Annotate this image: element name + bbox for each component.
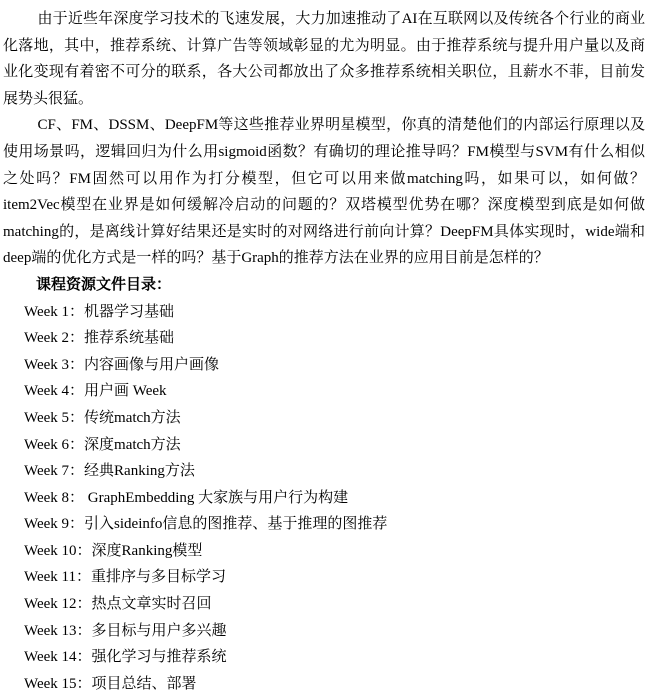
- week-label: Week 2：: [24, 330, 85, 347]
- week-label: Week 9：: [24, 516, 85, 533]
- week-title: 推荐系统基础: [84, 330, 175, 347]
- week-label: Week 6：: [24, 436, 85, 453]
- week-title: 强化学习与推荐系统: [91, 649, 227, 666]
- week-label: Week 8：: [24, 489, 85, 506]
- week-label: Week 3：: [24, 356, 85, 373]
- week-label: Week 10：: [24, 542, 92, 559]
- week-item-4: [3, 378, 645, 405]
- week-item-3: [3, 352, 645, 379]
- week-item-8: [3, 485, 645, 512]
- week-item-14: [3, 644, 645, 671]
- week-item-15: [3, 671, 645, 697]
- week-label: Week 11：: [24, 569, 91, 586]
- week-label: Week 7：: [24, 463, 85, 480]
- week-title: 深度match方法: [84, 436, 181, 453]
- week-title: 多目标与用户多兴趣: [91, 622, 227, 639]
- week-label: Week 12：: [24, 596, 92, 613]
- week-title: 热点文章实时召回: [91, 596, 212, 613]
- week-title: 用户画 Week: [84, 383, 167, 400]
- week-title: 内容画像与用户画像: [84, 356, 220, 373]
- week-title: 机器学习基础: [84, 303, 175, 320]
- week-item-9: [3, 511, 645, 538]
- week-title: 深度Ranking模型: [91, 542, 203, 559]
- week-item-2: [3, 325, 645, 352]
- week-item-6: [3, 432, 645, 459]
- week-title: 项目总结、部署: [91, 675, 197, 692]
- week-label: Week 13：: [24, 622, 92, 639]
- week-item-13: [3, 618, 645, 645]
- week-label: Week 1：: [24, 303, 85, 320]
- week-item-12: [3, 591, 645, 618]
- week-item-7: [3, 458, 645, 485]
- week-label: Week 15：: [24, 675, 92, 692]
- week-title: 重排序与多目标学习: [90, 569, 226, 586]
- questions-paragraph: CF、FM、DSSM、DeepFM等这些推荐业界明星模型，你真的清楚他们的内部运行原理以及使用场景吗，逻辑回归为什么用sigmoid函数？有确切的理论推导吗？FM模型与SVM有什么相似之处吗？FM固然可以用作为打分模型，但它可以用来做matching吗，如果可以，如何做？item2Vec模型在业界是如何缓解冷启动的问题的？双塔模型优势在哪？深度模型到底是如何做matching的，是离线计算好结果还是实时的对网络进行前向计算？DeepFM具体实现时，wide端和deep端的优化方式是一样的吗？基于Graph的推荐方法在业界的应用目前是怎样的？: [3, 117, 645, 267]
- week-title: 经典Ranking方法: [84, 463, 195, 480]
- week-item-5: [3, 405, 645, 432]
- week-item-11: [3, 564, 645, 591]
- week-label: Week 4：: [24, 383, 85, 400]
- toc-heading: 课程资源文件目录：: [36, 276, 172, 293]
- week-label: Week 5：: [24, 409, 85, 426]
- week-title: 传统match方法: [84, 409, 181, 426]
- week-title: GraphEmbedding 大家族与用户行为构建: [84, 489, 349, 506]
- week-title: 引入sideinfo信息的图推荐、基于推理的图推荐: [84, 516, 388, 533]
- week-item-10: [3, 538, 645, 565]
- intro-paragraph: 由于近些年深度学习技术的飞速发展，大力加速推动了AI在互联网以及传统各个行业的商业化落地，其中，推荐系统、计算广告等领域彰显的尤为明显。由于推荐系统与提升用户量以及商业化变现有着密不可分的联系，各大公司都放出了众多推荐系统相关职位，且薪水不菲，目前发展势头很猛。: [3, 11, 645, 107]
- week-label: Week 14：: [24, 649, 92, 666]
- week-item-1: [3, 299, 645, 326]
